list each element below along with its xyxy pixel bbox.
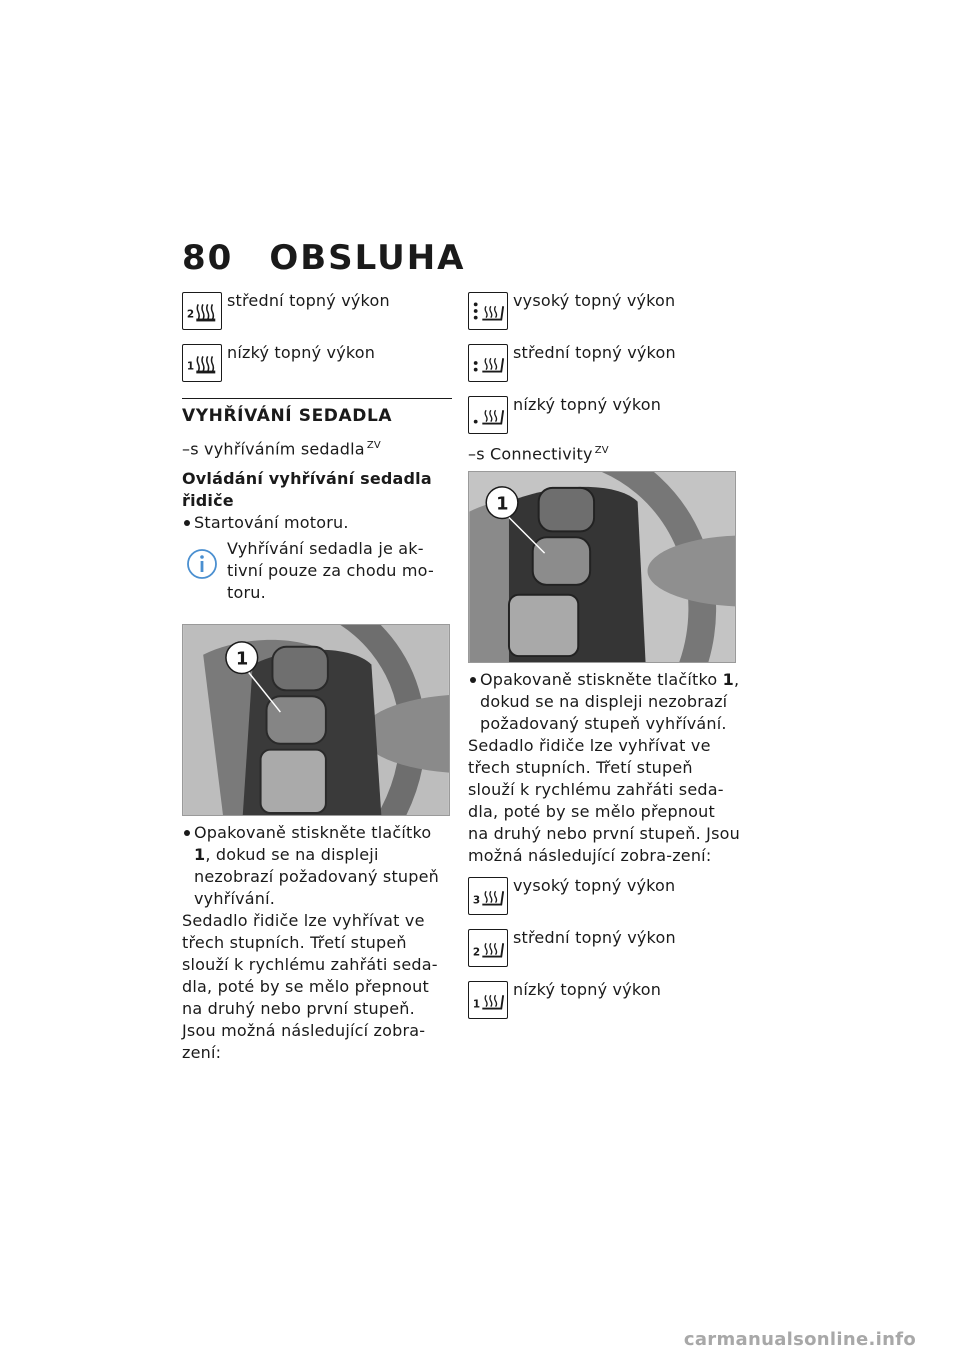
handlebar-switch-photo-connectivity <box>468 471 736 663</box>
info-text: Vyhřívání sedadla je ak-tivní pouze za chodu mo-toru. <box>227 539 434 603</box>
icon-row-label: nízký topný výkon <box>513 395 662 414</box>
option-superscript: ZV <box>366 440 381 451</box>
icon-row-label: nízký topný výkon <box>513 980 662 1000</box>
step-start-engine: Startování motoru. <box>182 512 452 534</box>
step-key-ref: 1 <box>194 845 206 865</box>
info-note <box>182 538 452 604</box>
icon-row-seat-numbered-1 <box>468 971 740 1021</box>
icon-row-label: střední topný výkon <box>227 291 390 310</box>
step-text: Opakovaně stiskněte tlačítko <box>480 670 718 690</box>
icon-row-grip-level-1 <box>182 334 452 384</box>
step-press-button <box>182 822 452 910</box>
info-icon <box>182 544 222 584</box>
watermark: carmanualsonline.info <box>683 1329 916 1350</box>
left-column <box>182 282 452 1064</box>
description-paragraph: Sedadlo řidiče lze vyhřívat ve třech stupních. Třetí stupeň slouží k rychlému zahřáti seda-dla, poté by se mělo přepnout na druhý nebo první stupeň. Jsou možná následující zobra-zení: <box>468 736 740 866</box>
icon-row-seat-2 <box>468 334 740 384</box>
seat-heat-level-1-numbered-icon <box>468 981 508 1019</box>
icon-row-seat-1 <box>468 386 740 436</box>
icon-row-seat-numbered-3 <box>468 867 740 917</box>
option-text: –s vyhříváním sedadla <box>182 439 365 459</box>
seat-heat-level-2-numbered-icon <box>468 929 508 967</box>
handlebar-switch-photo <box>182 624 450 816</box>
level-digit: 3 <box>472 894 481 907</box>
step-press-button <box>468 669 740 735</box>
seat-heat-level-2-icon <box>468 344 508 382</box>
level-digit: 2 <box>186 308 195 321</box>
seat-heat-level-1-icon <box>468 396 508 434</box>
photo-callout: 1 <box>235 648 249 670</box>
level-digit: 1 <box>186 360 195 373</box>
option-line <box>182 435 452 460</box>
icon-row-seat-numbered-2 <box>468 919 740 969</box>
level-digit: 1 <box>472 998 481 1011</box>
level-digit: 2 <box>472 946 481 959</box>
section-title: OBSLUHA <box>269 238 466 278</box>
option-text: –s Connectivity <box>468 444 593 464</box>
icon-row-label: střední topný výkon <box>513 928 676 948</box>
step-text: Opakovaně stiskněte tlačítko <box>194 823 432 843</box>
icon-row-grip-level-2 <box>182 282 452 332</box>
grip-heat-level-1-icon <box>182 344 222 382</box>
grip-heat-level-2-icon <box>182 292 222 330</box>
icon-row-label: nízký topný výkon <box>227 343 376 362</box>
subheading: Ovládání vyhřívání sedadla řidiče <box>182 469 432 511</box>
right-column <box>468 282 740 1023</box>
icon-row-seat-3 <box>468 282 740 332</box>
seat-heat-level-3-icon <box>468 292 508 330</box>
step-key-ref: 1 <box>722 670 734 690</box>
section-divider <box>182 398 452 399</box>
step-text-end: , dokud se na displeji nezobrazí požadovaný stupeň vyhřívání. <box>480 670 740 734</box>
photo-callout: 1 <box>496 493 509 515</box>
icon-row-label: vysoký topný výkon <box>513 876 676 896</box>
page-number: 80 <box>182 238 234 278</box>
page-header <box>182 238 465 278</box>
seat-heat-level-3-numbered-icon <box>468 877 508 915</box>
option-superscript: ZV <box>594 445 609 456</box>
description-paragraph: Sedadlo řidiče lze vyhřívat ve třech stupních. Třetí stupeň slouží k rychlému zahřáti seda-dla, poté by se mělo přepnout na druhý nebo první stupeň. Jsou možná následující zobra-zení: <box>182 911 438 1063</box>
option-line <box>468 440 740 465</box>
icon-row-label: vysoký topný výkon <box>513 291 676 310</box>
section-heading: VYHŘÍVÁNÍ SEDADLA <box>182 406 393 426</box>
icon-row-label: střední topný výkon <box>513 343 676 362</box>
step-text-end: , dokud se na displeji nezobrazí požadovaný stupeň vyhřívání. <box>194 845 439 909</box>
